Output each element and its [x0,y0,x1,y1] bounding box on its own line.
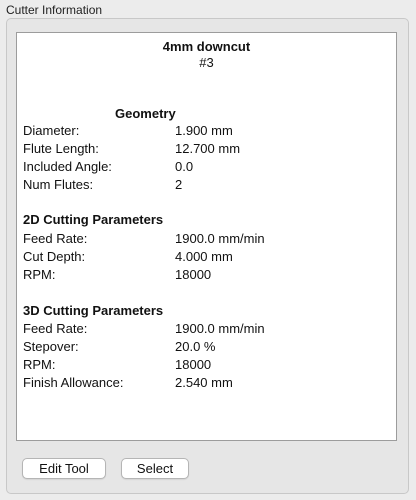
params-3d-row-finish-allowance [23,375,383,393]
row-value: 1900.0 mm/min [175,321,265,336]
select-button[interactable]: Select [121,458,189,479]
row-value: 18000 [175,357,212,372]
params-2d-row-rpm [23,267,383,285]
row-label: Feed Rate: [23,321,88,336]
row-value: 0.0 [175,159,194,174]
row-value: 1.900 mm [175,123,233,138]
row-label: Cut Depth: [23,249,86,264]
row-label: Flute Length: [23,141,99,156]
row-label: Included Angle: [23,159,112,174]
params-3d-row-feed-rate [23,321,383,339]
params-3d-heading: 3D Cutting Parameters [23,303,164,318]
row-value: 2.540 mm [175,375,233,390]
row-label: Stepover: [23,339,79,354]
geometry-heading: Geometry [115,106,176,121]
row-label: RPM: [23,267,56,282]
row-label: RPM: [23,357,56,372]
params-2d-row-cut-depth [23,249,383,267]
row-value: 12.700 mm [175,141,241,156]
row-value: 2 [175,177,183,192]
row-label: Num Flutes: [23,177,94,192]
cutter-info-text-area [16,32,397,441]
panel-title: Cutter Information [6,3,103,17]
params-2d-row-feed-rate [23,231,383,249]
tool-name: 4mm downcut [162,39,251,54]
row-value: 1900.0 mm/min [175,231,265,246]
row-value: 4.000 mm [175,249,233,264]
row-value: 20.0 % [175,339,216,354]
geometry-row-included-angle [23,159,383,177]
row-label: Finish Allowance: [23,375,124,390]
tool-number: #3 [199,55,214,70]
geometry-row-num-flutes [23,177,383,195]
params-3d-row-stepover [23,339,383,357]
edit-tool-button[interactable]: Edit Tool [22,458,106,479]
row-value: 18000 [175,267,212,282]
geometry-row-diameter [23,123,383,141]
params-2d-heading: 2D Cutting Parameters [23,212,164,227]
row-label: Diameter: [23,123,80,138]
params-3d-row-rpm [23,357,383,375]
row-label: Feed Rate: [23,231,88,246]
geometry-row-flute-length [23,141,383,159]
